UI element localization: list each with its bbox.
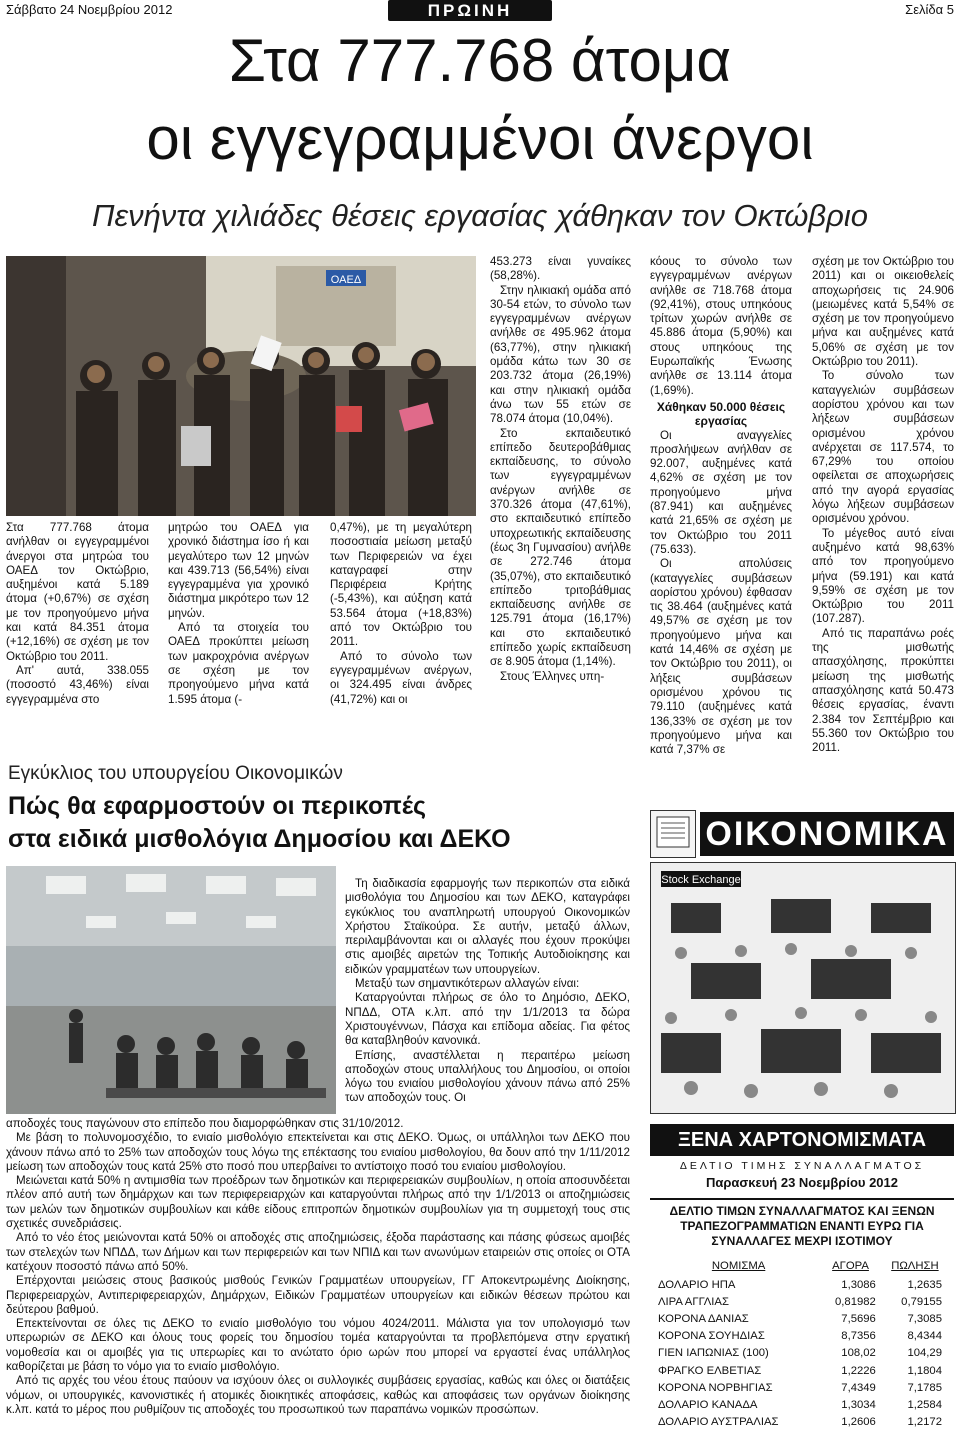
fx-rate-buy: 1,3034 [841,1398,876,1411]
fx-rate-row [658,1345,948,1362]
fx-rate-currency: ΚΟΡΟΝΑ ΣΟΥΗΔΙΑΣ [658,1330,765,1343]
article2-right-p4: Επίσης, αναστέλλεται η περαιτέρω μείωση αποδοχών στους υπαλλήλους του Δημοσίου, οι οποίοι λόγω του ενιαίου μισθολογίου χάνουν πάνω από 25% των αποδοχών τους. Οι [345,1048,630,1105]
main-headline-line1: Στα 777.768 άτομα [228,27,732,94]
fx-rate-currency: ΓΙΕΝ ΙΑΠΩΝΙΑΣ (100) [658,1347,769,1360]
article2-right-p3: Καταργούνται πλήρως σε όλο το Δημόσιο, ΔΕΚΟ, ΝΠΔΔ, ΟΤΑ κ.λπ. από την 1/1/2013 τα δώρα Χριστουγέννων, Πάσχα και επίδομα αδείας. Για φέτος θα καταβληθούν κανονικά. [345,991,630,1048]
fx-rate-currency: ΔΟΛΑΡΙΟ ΑΥΣΤΡΑΛΙΑΣ [658,1416,779,1429]
unemployment-office-crowd-photo [6,256,476,516]
article2-body-p2: Με βάση το πολυνομοσχέδιο, το ενιαίο μισθολόγιο επεκτείνεται και στις ΔΕΚΟ. Όμως, οι υπάλληλοι των ΔΕΚΟ που χάνουν πάνω από το 25% των αποδοχών τους λόγω της επέκτασης του ενιαίου μισθολογίου, θα δουν από την 1/11/2012 μείωση των αποδοχών τους κατά 25% στο ποσό που υπερβαίνει το αντίστοιχο ποσό του ενιαίου μισθολογίου. [6,1131,630,1173]
fx-rate-sell: 1,1804 [907,1364,942,1377]
article1-col5-subhead: Χάθηκαν 50.000 θέσεις εργασίας [656,399,786,429]
fx-rate-buy: 1,2226 [841,1364,876,1377]
article1-column-5 [650,255,792,757]
article2-body-p3: Μειώνεται κατά 50% η αντιμισθία των προέδρων των δημοτικών και περιφερειακών συμβουλίων, η οποία αποσυνδέεται πλέον από αυτή των δημάρχων και των περιφερειαρχών και καταργούνται πλήρως από την 1/1/2013 οι αποζημιώσεις των μελών των δημοτικών συμβουλίων και κάθε είδους επιτροπών δημοτικών συμβουλίων για τη συμμετοχή τους στις σχετικές συνεδριάσεις. [6,1174,630,1231]
economy-section-label: ΟΙΚΟΝΟΜΙΚΑ [700,812,954,856]
article1-col6-p4: Από τις παραπάνω ροές της μισθωτής απασχόλησης, προκύπτει μείωση της μισθωτής απασχόλησης κατά 50.473 θέσεις εργασίας, έναντι 2.384 τον Σεπτέμβριο και 55.360 τον Οκτώβριο του 2011. [812,626,954,755]
article2-body-p6: Επεκτείνονται σε όλες τις ΔΕΚΟ το ενιαίο μισθολόγιο του νόμου 4024/2011. Μάλιστα για τον υπολογισμό των υπερωριών σε ΔΕΚΟ και όλους τους φορείς του δημοσίου τομέα καταργούνται τα προβλεπόμενα στην εργατική νομοθεσία και οι αμοιβές για τις υπερωρίες και το ανώτατο όριο ωρών που μπορεί να εργαστεί ένας υπάλληλος καθορίζεται με βάση το νόμο για το ενιαίο μισθολόγιο. [6,1317,630,1374]
fx-rate-row [658,1414,948,1431]
fx-subtitle: ΔΕΛΤΙΟ ΤΙΜΗΣ ΣΥΝΑΛΛΑΓΜΑΤΟΣ [679,1160,925,1172]
fx-rate-row [658,1379,948,1396]
article1-col4-p2: Στην ηλικιακή ομάδα από 30-54 ετών, το σύνολο των εγγεγραμμένων ανέργων ανήλθε σε 495.962 άτομα (63,77%), στην ηλικιακή ομάδα κάτω των 30 σε 203.732 άτομα (26,19%) και στην ηλικιακή ομάδα άνω των 55 ετών σε 78.074 άτομα (10,04%). [490,283,631,426]
fx-rate-currency: ΔΟΛΑΡΙΟ ΗΠΑ [658,1278,736,1291]
fx-title: ΞΕΝΑ ΧΑΡΤΟΝΟΜΙΣΜΑΤΑ [650,1124,954,1156]
article1-col6-p3: Το μέγεθος αυτό είναι αυξημένο κατά 98,63% από τον προηγούμενο μήνα (59.191) και κατά 9,59% σε σχέση με τον Οκτώβριο του 2011 (107.287). [812,526,954,626]
article2-headline-line2: στα ειδικά μισθολόγια Δημοσίου και ΔΕΚΟ [8,825,511,853]
main-subheadline: Πενήντα χιλιάδες θέσεις εργασίας χάθηκαν τον Οκτώβριο [92,198,868,233]
article1-col1-p2: Απ' αυτά, 338.055 (ποσοστό 43,46%) είναι εγγεγραμμένα στο [6,663,149,706]
fx-rate-currency: ΔΟΛΑΡΙΟ ΚΑΝΑΔΑ [658,1398,758,1411]
fx-rate-row [658,1362,948,1379]
newspaper-graphic-icon [650,810,696,858]
article1-col4-p4: Στους Έλληνες υπη- [500,669,605,683]
fx-rate-sell: 8,4344 [907,1330,942,1343]
fx-rate-row [658,1396,948,1413]
fx-rate-buy: 108,02 [841,1347,876,1360]
newspaper-masthead: ΠΡΩΙΝΗ [388,0,552,21]
article1-col3-p1: 0,47%), με τη μεγαλύτερη ποσοστιαία μείωση μεταξύ των Περιφερειών να έχει καταγραφεί στην Περιφέρεια Κρήτης (-5,43%), και αύξηση κατά 53.564 άτομα (+18,83%) από τον Οκτώβριο του 2011. [330,521,472,649]
article2-body-p5: Επέρχονται μειώσεις στους βασικούς μισθούς Γενικών Γραμματέων υπουργείων, ΓΓ Αποκεντρωμένης Διοίκησης, Περιφερειαρχών, Αντιπεριφερειαρχών, Δημάρχων, Ειδικών Γραμματέων υπουργείων και ειδικών θέσεων πρώτου και δεύτερου βαθμού. [6,1274,630,1316]
article2-right-column [345,877,630,1106]
fx-date: Παρασκευή 23 Νοεμβρίου 2012 [706,1175,898,1190]
fx-rate-buy: 7,5696 [841,1312,876,1325]
article2-headline-line1: Πώς θα εφαρμοστούν οι περικοπές [8,792,427,820]
article1-column-2 [168,521,309,707]
fx-rate-sell: 0,79155 [901,1295,942,1308]
fx-rate-buy: 8,7356 [841,1330,876,1343]
article1-column-4 [490,255,631,684]
article1-col3-p2: Από το σύνολο των εγγεγραμμένων ανέργων, οι 324.495 είναι άνδρες (41,72%) και οι [330,649,472,706]
fx-header-buy: ΑΓΟΡΑ [832,1260,869,1272]
article1-col5-p1: κόους το σύνολο των εγγεγραμμένων ανέργων ανήλθε σε 718.768 άτομα (92,41%), στους υπηκόους τρίτων χωρών ανήλθε σε 45.886 άτομα (5,90%) και στους υπηκόους της Ευρωπαϊκής Ένωσης ανήλθε σε 13.114 άτομα (1,69%). [650,255,792,397]
fx-rate-sell: 7,3085 [907,1312,942,1325]
fx-rate-currency: ΚΟΡΟΝΑ ΝΟΡΒΗΓΙΑΣ [658,1381,773,1394]
fx-rate-row [658,1310,948,1327]
article1-col4-p1: 453.273 είναι γυναίκες (58,28%). [490,255,631,283]
main-headline-line2: οι εγγεγραμμένοι άνεργοι [146,105,814,172]
article2-right-p2: Μεταξύ των σημαντικότερων αλλαγών είναι: [355,977,580,991]
article1-col2-p2: Από τα στοιχεία του ΟΑΕΔ προκύπτει μείωση των μακροχρόνια ανέργων σε σχέση με τον προηγούμενο μήνα κατά 1.595 άτομα (- [168,621,309,706]
fx-rate-sell: 7,1785 [907,1381,942,1394]
fx-table-title: ΔΕΛΤΙΟ ΤΙΜΩΝ ΣΥΝΑΛΛΑΓΜΑΤΟΣ ΚΑΙ ΞΕΝΩΝ ΤΡΑΠΕΖΟΓΡΑΜΜΑΤΙΩΝ ΕΝΑΝΤΙ ΕΥΡΩ ΓΙΑ ΣΥΝΑΛΛΑΓΕΣ ΜΕΧΡΙ ΙΣΟΤΙΜΟΥ [650,1198,954,1249]
fx-rate-sell: 1,2635 [907,1278,942,1291]
article1-col2-p1: μητρώο του ΟΑΕΔ για χρονικό διάστημα ίσο ή και μεγαλύτερο των 12 μηνών και 439.713 (56,54%) είναι εγγεγραμμένα για χρονικό διάστημα μικρότερο των 12 μηνών. [168,521,309,620]
article1-col5-p3: Οι απολύσεις (καταγγελίες συμβάσεων αορίστου χρόνου) έφθασαν τις 38.464 (αυξημένες κατά 49,57% σε σχέση με τον προηγούμενο μήνα και κατά 14,46% σε σχέση με τον Οκτώβριο του 2011), οι λήξεις συμβάσεων ορισμένου χρόνου τις 79.110 (αυξημένες κατά 136,33% σε σχέση με τον προηγούμενο μήνα και κατά 7,37% σε [650,557,792,757]
fx-rate-sell: 1,2584 [907,1398,942,1411]
article1-col4-p3: Στο εκπαιδευτικό επίπεδο δευτεροβάθμιας εκπαίδευσης, το σύνολο των εγγεγραμμένων ανέργων ανήλθε σε 370.326 άτομα (47,61%), στο εκπαιδευτικό επίπεδο υποχρεωτικής εκπαίδευσης (έως 3η Γυμνασίου) ανήλθε σε 272.746 άτομα (35,07%), στο εκπαιδευτικό επίπεδο τριτοβάθμιας εκπαίδευσης ανήλθε σε 125.791 άτομα (16,17%) και στο εκπαιδευτικό επίπεδο χωρίς εκπαίδευση σε 8.905 άτομα (1,14%). [490,426,631,669]
article1-col6-p2: Το σύνολο των καταγγελιών συμβάσεων αορίστου χρόνου και των λήξεων συμβάσεων ορισμένου χρόνου ανέρχεται σε 117.574, το 67,29% του οποίου οφείλεται σε αποχωρήσεις από την αγορά εργασίας λόγω λήξεων συμβάσεων ορισμένου χρόνου. [812,369,954,526]
fx-rate-buy: 0,81982 [835,1295,876,1308]
article2-body-p1: αποδοχές τους παγώνουν στο επίπεδο που διαμορφώθηκαν στις 31/10/2012. [6,1117,404,1130]
stock-exchange-illustration [650,862,956,1114]
article1-column-6 [812,255,954,755]
fx-rate-currency: ΛΙΡΑ ΑΓΓΛΙΑΣ [658,1295,729,1308]
article1-col5-p2: Οι αναγγελίες προσλήψεων ανήλθαν σε 92.007, αυξημένες κατά 4,62% σε σχέση με τον προηγούμενο μήνα (87.941) και αυξημένες κατά 21,65% σε σχέση με τον Οκτώβριο του 2011 (75.633). [650,428,792,556]
fx-rate-buy: 7,4349 [841,1381,876,1394]
article2-right-p1: Τη διαδικασία εφαρμογής των περικοπών στα ειδικά μισθολόγια του Δημοσίου και των ΔΕΚΟ, καταγράφει εγκύκλιος του αναπληρωτή υπουργού Οικονομικών Χρήστου Σταϊκούρα. Σε αυτήν, μεταξύ άλλων, περιλαμβάνονται και οι αλλαγές που έχουν προκύψει στις αμοιβές αιρετών της Τοπικής Αυτοδιοίκησης και ειδικών γραμματέων των υπουργείων. [345,877,630,976]
fx-rate-buy: 1,3086 [841,1278,876,1291]
fx-rate-currency: ΚΟΡΟΝΑ ΔΑΝΙΑΣ [658,1312,749,1325]
article2-body [6,1117,630,1417]
article1-column-1 [6,521,149,707]
fx-rate-row [658,1276,948,1293]
article2-body-p7: Από τις αρχές του νέου έτους παύουν να ισχύουν όλες οι συλλογικές συμβάσεις εργασίας, καθώς και όλες οι διατάξεις νόμων, οι υπουργικές, κανονιστικές ή ατομικές διοικητικές αποφάσεις, καθώς και αποφάσεις των οργάνων διοίκησης κ.λπ. κατά το μέρος που ρυθμίζουν τις αποδοχές του προσωπικού των παραπάνω νομικών προσώπων. [6,1374,630,1416]
fx-rate-row [658,1293,948,1310]
fx-header-currency: ΝΟΜΙΣΜΑ [711,1260,766,1272]
issue-date: Σάββατο 24 Νοεμβρίου 2012 [6,2,173,17]
stock-exchange-sign: Stock Exchange [661,874,741,886]
article1-col1-p1: Στα 777.768 άτομα ανήλθαν οι εγγεγραμμένοι άνεργοι στα μητρώα του ΟΑΕΔ τον Οκτώβριο, αυξημένοι κατά 5.189 άτομα (+0,67%) σε σχέση με τον προηγούμενο μήνα και κατά 84.351 άτομα (+12,16%) σε σχέση με τον Οκτώβριο του 2011. [6,521,149,663]
article2-body-p4: Από το νέο έτος μειώνονται κατά 50% οι αποδοχές στις αποζημιώσεις, έξοδα παράστασης και πάσης φύσεως αμοιβές των στελεχών των ΝΠΔΔ, των Δήμων και των περιφερειών και των ΝΠΙΔ και των ανωνύμων εταιρειών στις οποίες οι ΟΤΑ κατέχουν ποσοστό πάνω από 50%. [6,1231,630,1273]
page-number: Σελίδα 5 [905,2,954,17]
article2-kicker: Εγκύκλιος του υπουργείου Οικονομικών [8,763,343,784]
office-waiting-room-photo [6,866,336,1114]
article1-column-3 [330,521,472,707]
fx-header-sell: ΠΩΛΗΣΗ [891,1260,939,1272]
article2-headline [8,790,511,856]
fx-rate-row [658,1328,948,1345]
fx-rate-buy: 1,2606 [841,1416,876,1429]
fx-rate-currency: ΦΡΑΓΚΟ ΕΛΒΕΤΙΑΣ [658,1364,762,1377]
fx-rate-sell: 104,29 [907,1347,942,1360]
fx-rates-box [650,1124,954,1431]
fx-rate-sell: 1,2172 [907,1416,942,1429]
oaed-sign: ΟΑΕΔ [330,274,362,286]
article1-col6-p1: σχέση με τον Οκτώβριο του 2011) και οι οικειοθελείς αποχωρήσεις τις 24.906 (μειωμένες κατά 5,54% σε σχέση με τον προηγούμενο μήνα και αυξημένες κατά 5,06% σε σχέση με τον Οκτώβριο του 2011). [812,255,954,369]
fx-rates-table [658,1259,948,1431]
